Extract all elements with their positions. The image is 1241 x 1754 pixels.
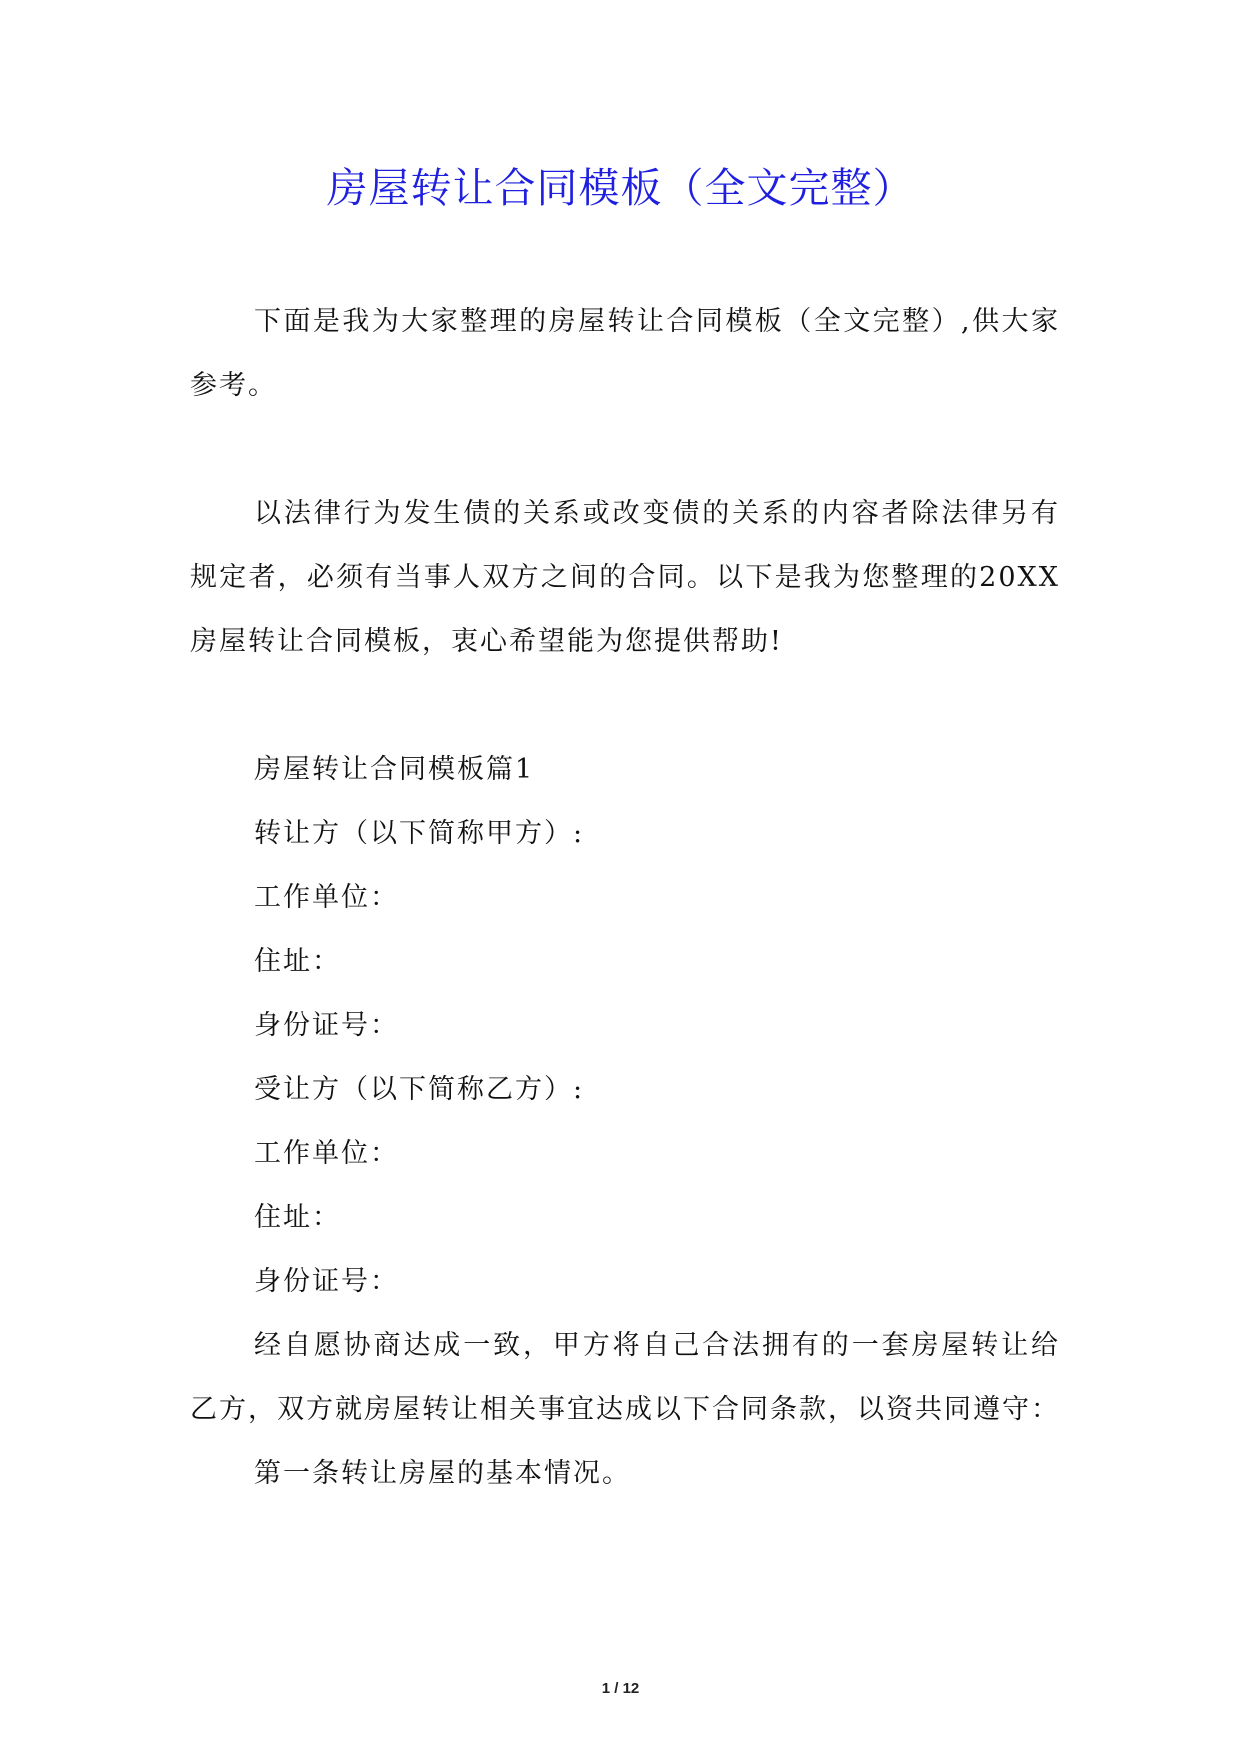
page-number: 1 / 12 xyxy=(601,1680,640,1697)
agreement-paragraph: 经自愿协商达成一致，甲方将自己合法拥有的一套房屋转让给乙方，双方就房屋转让相关事宜达成以下合同条款，以资共同遵守： xyxy=(190,1330,1060,1425)
work-unit-b-label: 工作单位： xyxy=(254,1138,399,1169)
transferee-label: 受让方（以下简称乙方）: xyxy=(254,1074,585,1105)
transferor-label: 转让方（以下简称甲方）: xyxy=(254,818,585,849)
section-heading: 房屋转让合同模板篇1 xyxy=(254,754,535,785)
body-paragraph: 以法律行为发生债的关系或改变债的关系的内容者除法律另有规定者，必须有当事人双方之间的合同。以下是我为您整理的20XX房屋转让合同模板，衷心希望能为您提供帮助! xyxy=(190,498,1060,657)
article-1-heading: 第一条转让房屋的基本情况。 xyxy=(254,1458,631,1489)
document-body xyxy=(190,290,1060,1506)
work-unit-a-label: 工作单位： xyxy=(254,882,399,913)
address-a-label: 住址： xyxy=(254,946,341,977)
page-title: 房屋转让合同模板（全文完整） xyxy=(326,164,915,212)
id-b-label: 身份证号： xyxy=(254,1266,399,1297)
address-b-label: 住址： xyxy=(254,1202,341,1233)
intro-paragraph: 下面是我为大家整理的房屋转让合同模板（全文完整）,供大家参考。 xyxy=(190,306,1060,401)
id-a-label: 身份证号： xyxy=(254,1010,399,1041)
